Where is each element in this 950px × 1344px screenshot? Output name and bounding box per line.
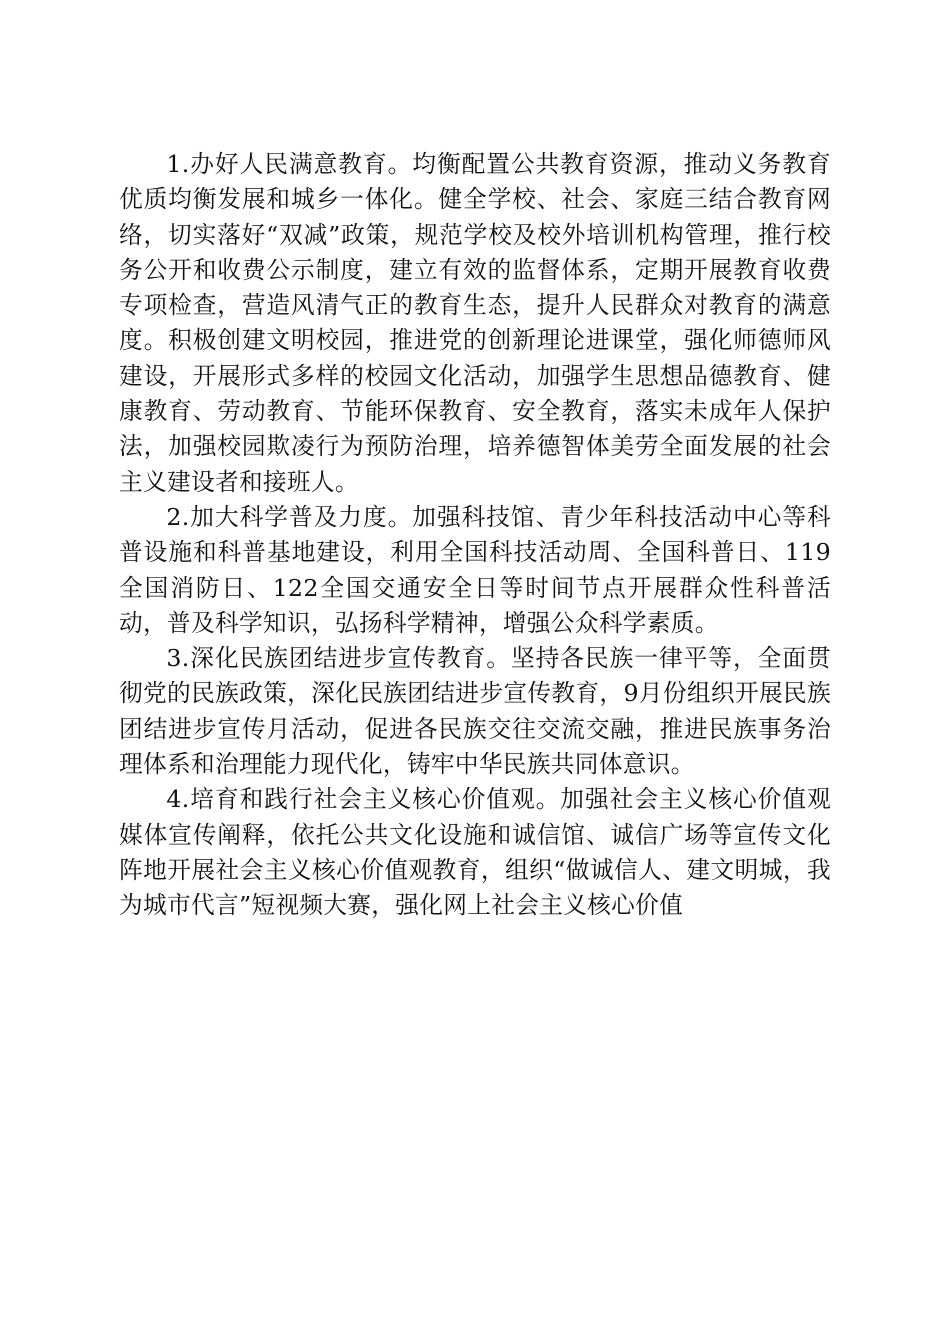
paragraph-science-popularization: 2.加大科学普及力度。加强科技馆、青少年科技活动中心等科普设施和科普基地建设，利用全国科技活动周、全国科普日、119全国消防日、122全国交通安全日等时间节点开展群众性科普活动，普及科学知识，弘扬科学精神，增强公众科学素质。 bbox=[119, 502, 831, 637]
paragraph-ethnic-unity: 3.深化民族团结进步宣传教育。坚持各民族一律平等，全面贯彻党的民族政策，深化民族团结进步宣传教育，9月份组织开展民族团结进步宣传月活动，促进各民族交往交流交融，推进民族事务治理体系和治理能力现代化，铸牢中华民族共同体意识。 bbox=[119, 644, 831, 779]
paragraph-education: 1.办好人民满意教育。均衡配置公共教育资源，推动义务教育优质均衡发展和城乡一体化。健全学校、社会、家庭三结合教育网络，切实落好“双减”政策，规范学校及校外培训机构管理，推行校务公开和收费公示制度，建立有效的监督体系，定期开展教育收费专项检查，营造风清气正的教育生态，提升人民群众对教育的满意度。积极创建文明校园，推进党的创新理论进课堂，强化师德师风建设，开展形式多样的校园文化活动，加强学生思想品德教育、健康教育、劳动教育、节能环保教育、安全教育，落实未成年人保护法，加强校园欺凌行为预防治理，培养德智体美劳全面发展的社会主义建设者和接班人。 bbox=[119, 150, 831, 496]
paragraph-core-values: 4.培育和践行社会主义核心价值观。加强社会主义核心价值观媒体宣传阐释，依托公共文化设施和诚信馆、诚信广场等宣传文化阵地开展社会主义核心价值观教育，组织“做诚信人、建文明城，我为城市代言”短视频大赛，强化网上社会主义核心价值 bbox=[119, 785, 831, 920]
document-body bbox=[119, 147, 831, 924]
